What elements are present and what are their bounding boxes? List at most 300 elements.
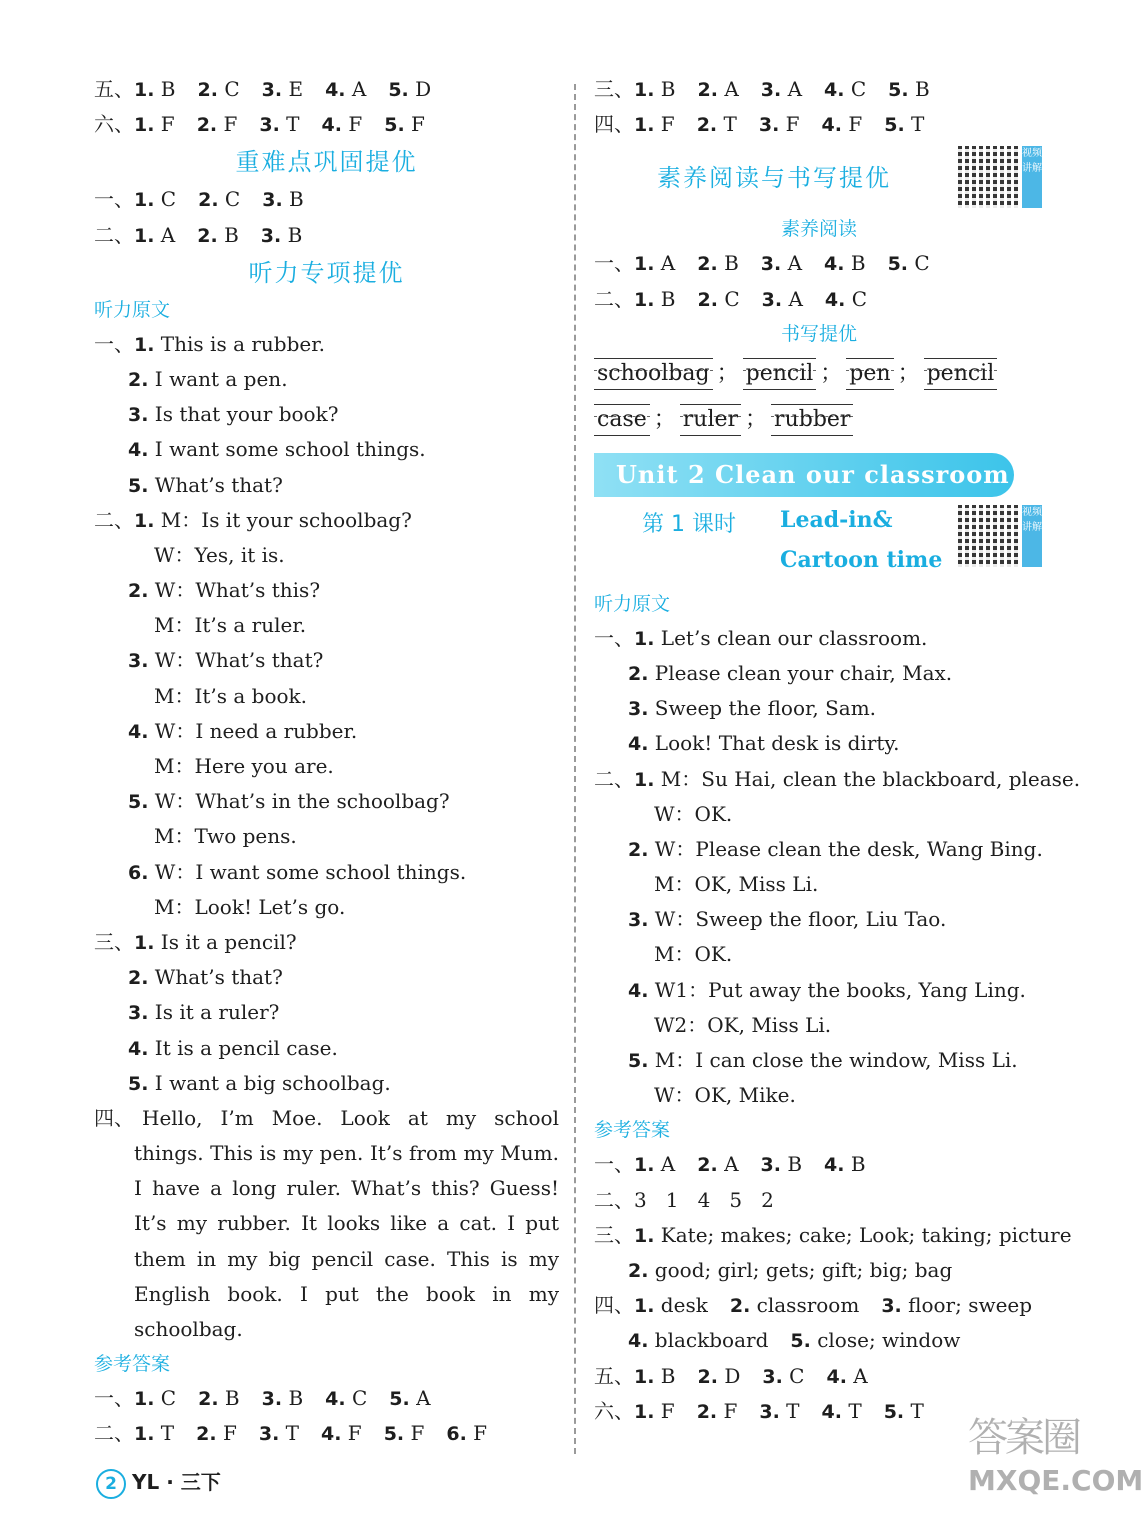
writing-word: ruler [680,404,741,436]
item-number: 5. [887,253,909,276]
line-text: What’s that? [148,965,283,990]
item-number: 1. [134,114,155,137]
answer-item: 4. C [824,286,868,311]
answer-row [594,246,1054,281]
question-label: 三、 [594,77,634,101]
script-line: M：It’s a ruler. [154,613,307,638]
question-label: 二、 [94,222,134,247]
item-number: 2. [697,79,718,101]
item-number: 3. [758,114,780,137]
item-number: 4. [325,1388,346,1411]
question-label: 一、 [594,251,634,276]
answer-row [94,72,559,107]
item-number: 5. [884,114,905,137]
passage-label: 四、 [94,1105,134,1130]
answer-item: 5. D [388,77,432,101]
item-number: 4. [128,439,149,462]
answer-row [594,1323,1054,1358]
script-line [594,973,1054,1008]
answer-row [594,1288,1054,1323]
question-label: 六、 [94,112,134,137]
answer-item: 1. B [134,77,176,101]
answer-item: 4. F [321,1421,362,1446]
line-text: Is it a ruler? [148,1000,280,1025]
answer-row: 二、3 1 4 5 2 [594,1187,774,1212]
script-line [94,573,559,608]
script-line [94,995,559,1030]
question-label: 一、 [594,1152,634,1177]
item-number: 1. [634,1295,655,1318]
line-text: Look! That desk is dirty. [648,731,900,756]
line-text: This is a rubber. [154,331,325,356]
item-number: 3. [128,650,149,673]
line-text: W：What’s this? [148,578,321,603]
item-number: 1. [134,79,155,101]
item-number: 1. [634,1365,655,1388]
subsection-title: 参考答案 [594,1119,671,1142]
answer-row [594,1359,1054,1394]
answer-item: 1. A [134,222,176,247]
answer-item: 1. F [634,112,675,137]
item-number: 2. [198,1388,219,1411]
script-line [94,925,559,960]
answer-item: 2. T [696,112,737,137]
script-line [94,1031,559,1066]
item-number: 5. [388,79,409,101]
lesson-title-1: Lead-in& [780,506,893,533]
answer-item: 1. A [634,251,676,276]
answer-item: 3. A [761,286,803,311]
item-number: 2. [697,253,718,276]
item-number: 5. [128,474,149,497]
answer-item: 3. T [759,1398,800,1423]
line-text: M：Su Hai, clean the blackboard, please. [654,766,1081,791]
script-line: W2：OK, Miss Li. [654,1012,832,1037]
writing-word: schoolbag [594,358,713,390]
item-number: 3. [261,79,283,101]
left-column [94,72,559,1452]
answer-row [94,1416,559,1451]
answer-row [594,72,1054,107]
lesson-number: 第 1 课时 [642,511,736,537]
item-number: 2. [696,1400,718,1423]
script-line [94,855,559,890]
item-number: 5. [128,1072,149,1095]
line-text: W：What’s in the schoolbag? [148,789,450,814]
answer-item: 2. B [197,222,239,247]
answer-item: 2. C [198,187,241,212]
item-number: 5. [628,1050,649,1072]
item-number: 3. [762,1365,783,1388]
answer-row [94,182,559,217]
line-text: Is it a pencil? [154,929,297,954]
line-text: good; girl; gets; gift; big; bag [648,1257,953,1282]
page-footer [96,1466,221,1499]
answer-item: 3. T [258,1421,299,1446]
item-number: 3. [128,404,149,427]
answer-item: 2. F [696,1398,738,1423]
item-number: 1. [134,1388,155,1411]
answer-item: 2. C [697,286,740,311]
answer-row [594,107,1054,142]
line-text: It is a pencil case. [148,1035,338,1060]
answer-row [94,218,559,253]
answer-row [94,107,559,142]
answer-item: 4. blackboard [628,1328,769,1353]
item-number: 2. [198,189,219,212]
item-number: 4. [128,1037,149,1060]
script-line [94,960,559,995]
answer-item: 6. F [446,1421,488,1446]
answer-item: 5. C [887,251,930,276]
lesson-header [594,505,1054,587]
item-number: 2. [128,580,149,603]
answer-item: 4. F [821,112,863,137]
item-number: 3. [760,1154,781,1177]
answer-item: 3. B [760,1152,803,1177]
answer-item: 1. B [634,286,676,311]
section-header [594,142,1054,212]
item-number: 1. [634,79,655,101]
item-number: 5. [128,791,149,814]
separator: ； [653,406,676,432]
item-number: 1. [134,333,155,356]
item-number: 2. [696,114,718,137]
question-label: 五、 [594,1363,634,1388]
page-number: 2 [96,1469,126,1499]
answer-item: 2. F [196,112,238,137]
answer-row [594,282,1054,317]
answer-item: 2. B [198,1386,240,1411]
item-number: 3. [761,288,783,311]
script-line [594,691,1054,726]
item-number: 1. [634,1224,655,1247]
line-text: M：I can close the window, Miss Li. [648,1048,1018,1072]
passage-text: Hello, I’m Moe. Look at my school things. This is my pen. It’s from my Mum. I have a long ruler. What’s this? Guess! It’s my rubber. It looks like a cat. I put them in my big pencil case. This is my English book. I put the book in my schoolbag. [134,1105,559,1342]
item-number: 5. [790,1330,811,1353]
item-number: 1. [134,1423,155,1446]
answer-item: 1. F [634,1398,675,1423]
line-text: What’s that? [148,472,283,497]
qr-code-image [958,505,1020,567]
answer-item: 1. desk [634,1293,708,1318]
script-line: W：OK. [654,801,733,826]
item-number: 3. [260,224,282,247]
script-line [94,327,559,362]
answer-item: 3. C [762,1363,805,1388]
item-number: 6. [446,1423,467,1446]
writing-word: pencil [924,358,998,390]
writing-word: rubber [771,404,853,436]
script-line: M：Look! Let’s go. [154,894,346,919]
item-number: 1. [134,189,155,212]
script-line [94,468,559,503]
qr-code[interactable] [958,505,1042,567]
item-number: 3. [628,909,649,932]
script-line [94,784,559,819]
answer-item: 2. A [697,77,739,101]
item-number: 2. [197,79,218,101]
item-number: 5. [888,79,909,101]
item-number: 4. [325,79,346,101]
item-number: 3. [258,1423,280,1446]
item-number: 1. [634,627,655,650]
item-number: 4. [826,1365,847,1388]
item-number: 4. [824,253,845,276]
qr-label: 视频讲解 [1022,505,1042,567]
subsection-title: 素养阅读 [780,218,857,241]
answer-row [594,1253,1054,1288]
script-line [94,503,559,538]
question-label: 一、 [94,1386,134,1411]
script-line [594,656,1054,691]
item-number: 5. [384,114,405,137]
writing-word: case [594,404,650,436]
question-label: 二、 [594,766,634,791]
answer-item: 4. C [325,1386,368,1411]
answer-item: 2. A [697,1152,739,1177]
script-line: M：OK. [654,942,733,967]
script-line [594,726,1054,761]
answer-item: 5. A [389,1386,431,1411]
script-line [94,397,559,432]
line-text: I want a pen. [148,366,288,391]
question-label: 三、 [594,1222,634,1247]
answer-row [594,1218,1072,1253]
item-number: 2. [697,1365,718,1388]
line-text: I want a big schoolbag. [148,1070,391,1095]
answer-item: 1. B [634,77,676,101]
answer-item: 5. F [384,112,425,137]
line-text: I want some school things. [148,437,426,462]
item-number: 3. [628,698,649,721]
answer-item: 3. A [760,251,803,276]
subsection-title: 书写提优 [780,322,857,345]
question-label: 六、 [594,1398,634,1423]
writing-word: pen [846,358,893,390]
item-number: 1. [134,224,155,247]
answer-item: 2. D [697,1363,741,1388]
item-number: 4. [628,1330,649,1353]
script-line: M：Two pens. [154,824,297,849]
item-number: 3. [128,1002,149,1025]
writing-row [594,351,1054,397]
answer-item: 3. T [259,112,300,137]
line-text: Kate; makes; cake; Look; taking; picture [654,1222,1072,1247]
answer-item: 3. F [758,112,800,137]
line-text: Is that your book? [148,402,339,427]
question-label: 四、 [594,1293,634,1318]
qr-code[interactable] [958,146,1042,208]
answer-item: 3. B [262,187,304,212]
script-line [594,762,1081,797]
answer-item: 2. F [196,1421,237,1446]
item-number: 2. [628,662,649,685]
item-number: 4. [824,1154,845,1177]
item-number: 2. [628,838,649,861]
item-number: 4. [628,979,649,1002]
item-number: 3. [259,114,280,137]
book-label: YL · 三下 [132,1470,221,1494]
line-text: W：I want some school things. [148,859,467,884]
separator: ； [716,360,739,386]
separator: ； [745,406,768,432]
script-line [94,432,559,467]
right-column [594,72,1081,1429]
answer-item: 1. F [134,112,175,137]
answer-item: 5. F [383,1421,425,1446]
script-line [594,902,1054,937]
separator: ； [820,360,843,386]
answer-item: 3. E [261,77,304,101]
script-line [594,621,1054,656]
line-text: W：What’s that? [148,648,324,673]
item-number: 1. [134,509,155,532]
item-number: 2. [196,1423,217,1446]
line-text: W：Sweep the floor, Liu Tao. [648,907,947,932]
item-number: 1. [634,288,655,311]
item-number: 2. [697,288,718,311]
question-label: 二、 [94,507,134,532]
script-line [94,1066,559,1101]
line-text: Sweep the floor, Sam. [648,696,877,721]
item-number: 1. [134,931,155,954]
item-number: 6. [128,861,149,884]
script-line [594,1043,1054,1078]
line-text: Please clean your chair, Max. [648,660,953,685]
answer-item: 5. close; window [790,1328,961,1353]
section-title: 重难点巩固提优 [235,148,418,177]
script-line [94,362,559,397]
watermark-logo: 答案圈 [968,1415,1079,1461]
item-number: 1. [634,253,655,276]
separator: ； [897,360,920,386]
unit-banner: Unit 2 Clean our classroom [594,453,1014,497]
question-label: 三、 [94,929,134,954]
script-line: M：OK, Miss Li. [654,872,819,897]
item-number: 3. [261,1388,283,1411]
item-number: 4. [321,114,342,137]
script-line: W：Yes, it is. [154,542,285,567]
column-divider [574,84,576,1454]
answer-item: 2. B [697,251,739,276]
item-number: 5. [883,1400,905,1423]
answer-item: 3. A [760,77,803,101]
answer-item: 4. T [821,1398,862,1423]
lesson-title-2: Cartoon time [780,546,943,573]
item-number: 3. [760,253,782,276]
answer-item: 4. F [321,112,363,137]
question-label: 二、 [94,1421,134,1446]
item-number: 5. [383,1423,405,1446]
item-number: 1. [634,114,655,137]
answer-row [594,1147,1054,1182]
qr-code-image [958,146,1020,208]
answer-item: 5. B [888,77,930,101]
line-text: Let’s clean our classroom. [654,625,928,650]
item-number: 3. [881,1295,902,1318]
script-line: W：OK, Mike. [654,1083,796,1108]
answer-row [94,1381,559,1416]
item-number: 4. [128,720,149,743]
section-title: 素养阅读与书写提优 [657,164,891,193]
writing-row [594,397,1054,443]
item-number: 4. [821,114,842,137]
item-number: 2. [729,1295,751,1318]
answer-item: 4. B [824,251,866,276]
item-number: 2. [628,1259,649,1282]
item-number: 3. [759,1400,780,1423]
answer-item: 4. A [826,1363,868,1388]
question-label: 一、 [94,187,134,212]
question-label: 二、 [594,286,634,311]
item-number: 5. [389,1388,410,1411]
answer-item: 4. A [325,77,367,101]
item-number: 2. [196,114,218,137]
answer-item: 5. T [884,112,925,137]
item-number: 1. [634,1400,655,1423]
item-number: 1. [634,1154,655,1177]
script-line: M：It’s a book. [154,683,308,708]
writing-word: pencil [743,358,817,390]
subsection-title: 听力原文 [594,592,671,615]
answer-item: 1. C [134,1386,177,1411]
question-label: 四、 [594,112,634,137]
question-label: 一、 [94,331,134,356]
answer-item: 1. C [134,187,177,212]
script-line [94,714,559,749]
item-number: 2. [697,1154,718,1177]
passage [94,1101,559,1347]
item-number: 1. [634,768,655,791]
answer-item: 1. A [634,1152,676,1177]
line-text: W1：Put away the books, Yang Ling. [648,977,1026,1002]
answer-item: 4. C [824,77,867,101]
answer-item: 2. classroom [729,1293,860,1318]
item-number: 4. [824,79,845,101]
qr-label: 视频讲解 [1022,146,1042,208]
line-text: W：I need a rubber. [148,718,358,743]
answer-item: 5. T [883,1398,924,1423]
question-label: 一、 [594,625,634,650]
item-number: 2. [197,224,218,247]
answer-item: 3. floor; sweep [881,1293,1033,1318]
subsection-title: 参考答案 [94,1353,171,1376]
question-label: 五、 [94,77,134,101]
line-text: W：Please clean the desk, Wang Bing. [648,836,1043,861]
script-line: M：Here you are. [154,754,334,778]
script-line [94,643,559,678]
item-number: 2. [128,967,149,990]
section-title: 听力专项提优 [248,258,405,287]
line-text: M：Is it your schoolbag? [154,507,412,532]
answer-item: 1. B [634,1363,676,1388]
answer-item: 1. T [134,1421,175,1446]
item-number: 4. [321,1423,342,1446]
item-number: 4. [824,288,846,311]
subsection-title: 听力原文 [94,298,171,321]
item-number: 4. [628,733,649,756]
answer-item: 2. C [197,77,240,101]
answer-item: 3. B [260,222,303,247]
script-line [594,832,1054,867]
item-number: 3. [262,189,283,212]
watermark-url: MXQE.COM [968,1464,1143,1497]
answer-item: 3. B [261,1386,304,1411]
item-number: 2. [128,368,149,391]
item-number: 4. [821,1400,842,1423]
answer-item: 4. B [824,1152,866,1177]
